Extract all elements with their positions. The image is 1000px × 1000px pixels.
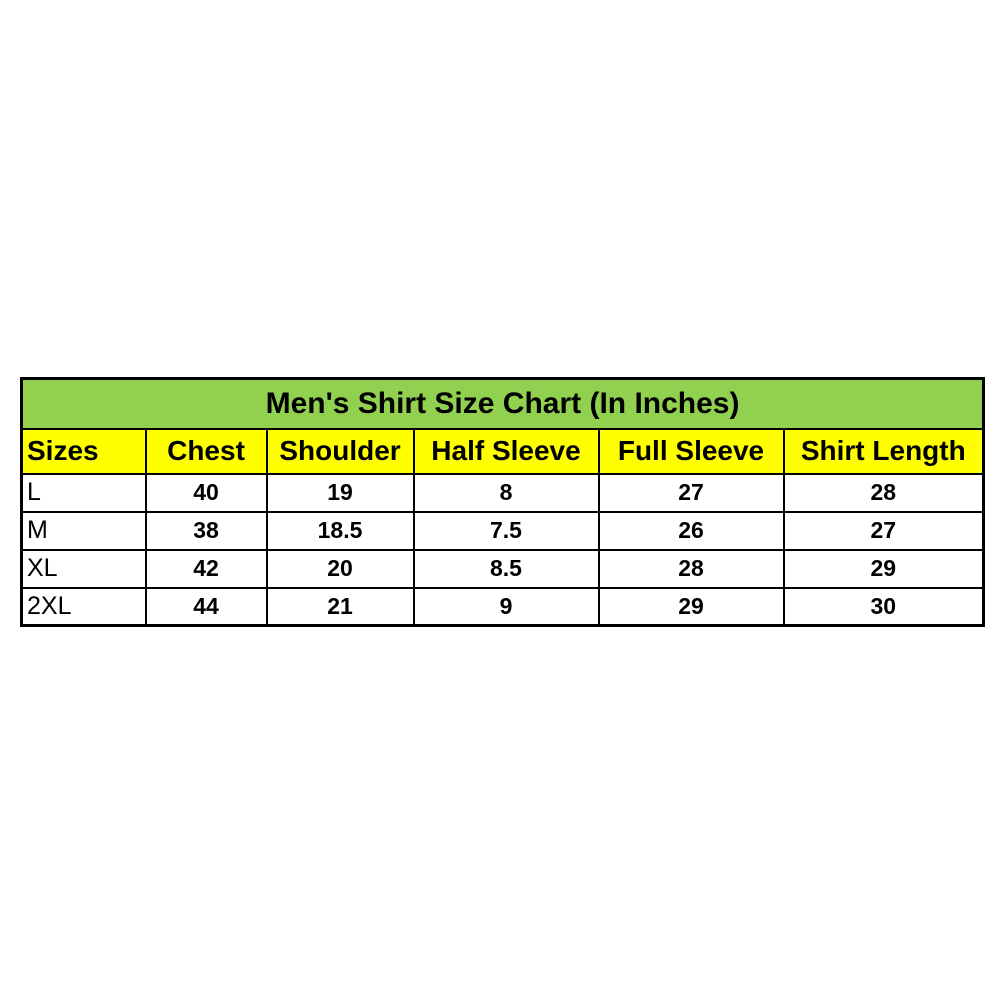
chest-cell: 40 [146, 474, 267, 512]
table-title: Men's Shirt Size Chart (In Inches) [22, 379, 984, 429]
full-sleeve-cell: 26 [599, 512, 784, 550]
title-row [22, 379, 984, 429]
column-header-shoulder: Shoulder [267, 429, 414, 474]
full-sleeve-cell: 28 [599, 550, 784, 588]
half-sleeve-cell: 7.5 [414, 512, 599, 550]
shirt-length-cell: 30 [784, 588, 984, 626]
shoulder-cell: 19 [267, 474, 414, 512]
header-row [22, 429, 984, 474]
chest-cell: 38 [146, 512, 267, 550]
full-sleeve-cell: 27 [599, 474, 784, 512]
table-row [22, 550, 984, 588]
column-header-chest: Chest [146, 429, 267, 474]
table-row [22, 588, 984, 626]
shoulder-cell: 21 [267, 588, 414, 626]
table-row [22, 474, 984, 512]
shoulder-cell: 20 [267, 550, 414, 588]
half-sleeve-cell: 9 [414, 588, 599, 626]
full-sleeve-cell: 29 [599, 588, 784, 626]
size-cell: L [22, 474, 146, 512]
half-sleeve-cell: 8.5 [414, 550, 599, 588]
size-cell: 2XL [22, 588, 146, 626]
table-row [22, 512, 984, 550]
shirt-length-cell: 27 [784, 512, 984, 550]
column-header-half-sleeve: Half Sleeve [414, 429, 599, 474]
column-header-shirt-length: Shirt Length [784, 429, 984, 474]
chest-cell: 42 [146, 550, 267, 588]
chest-cell: 44 [146, 588, 267, 626]
shoulder-cell: 18.5 [267, 512, 414, 550]
column-header-sizes: Sizes [22, 429, 146, 474]
shirt-length-cell: 28 [784, 474, 984, 512]
half-sleeve-cell: 8 [414, 474, 599, 512]
size-cell: M [22, 512, 146, 550]
shirt-length-cell: 29 [784, 550, 984, 588]
column-header-full-sleeve: Full Sleeve [599, 429, 784, 474]
size-chart-table [20, 377, 985, 627]
size-cell: XL [22, 550, 146, 588]
